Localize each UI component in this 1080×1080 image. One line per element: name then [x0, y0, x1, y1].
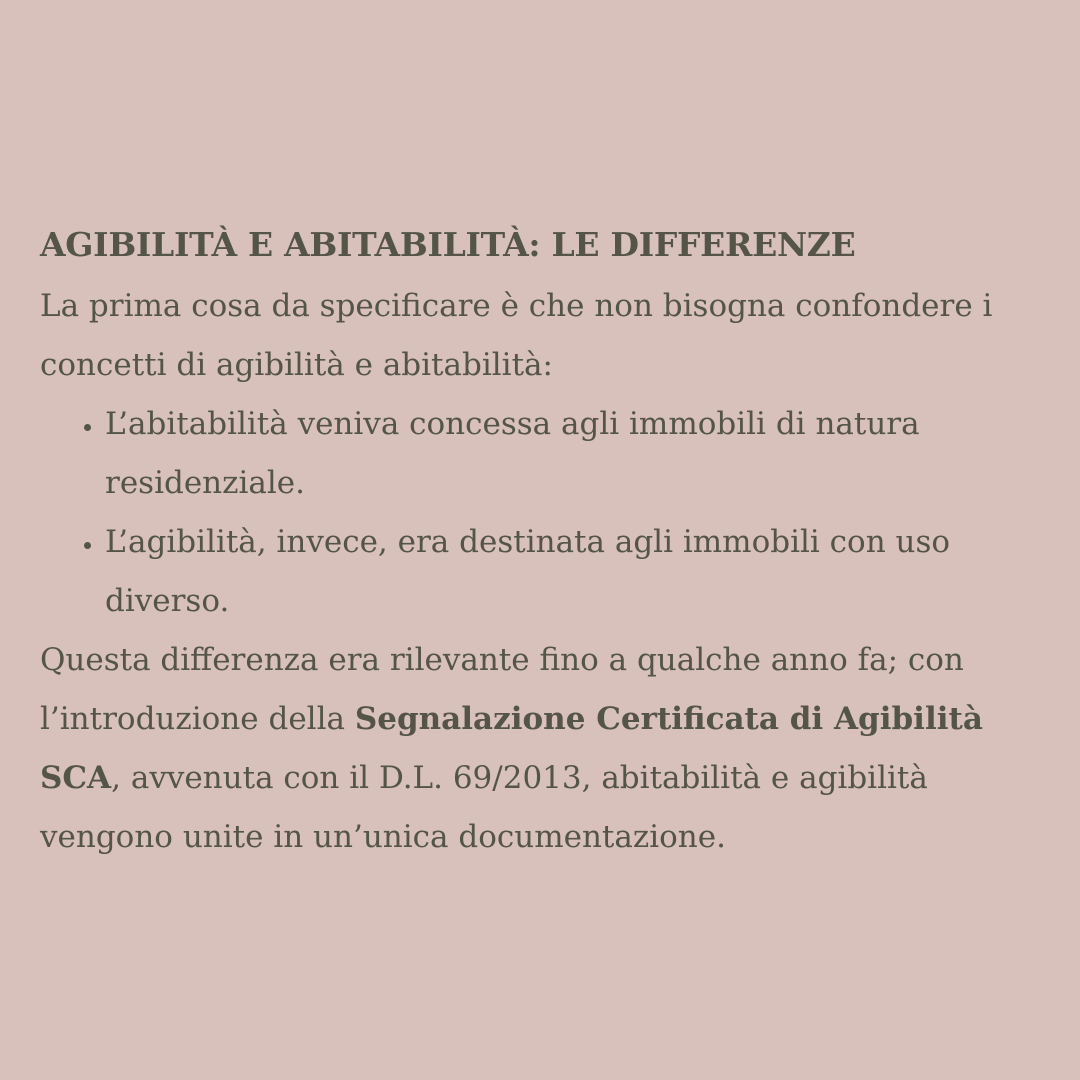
intro-paragraph: La prima cosa da specificare è che non bisogna confondere i concetti di agibilità e abitabilità:: [40, 288, 993, 383]
section-heading: AGIBILITÀ E ABITABILITÀ: LE DIFFERENZE: [40, 225, 856, 264]
conclusion-text-end: , avvenuta con il D.L. 69/2013, abitabilità e agibilità vengono unite in un’unica documentazione.: [40, 760, 928, 855]
sca-emphasis: Segnalazione Certificata di Agibilità SCA: [40, 701, 983, 796]
text-card: [40, 212, 1050, 867]
list-item-abitabilita: • L’abitabilità veniva concessa agli immobili di natura residenziale.: [105, 395, 1050, 513]
difference-list: [40, 395, 1050, 631]
conclusion-paragraph: [40, 631, 1050, 867]
conclusion-text-start: Questa differenza era rilevante fino a qualche anno fa; con l’introduzione della: [40, 642, 964, 737]
list-item-agibilita: • L’agibilità, invece, era destinata agli immobili con uso diverso.: [105, 513, 1050, 631]
